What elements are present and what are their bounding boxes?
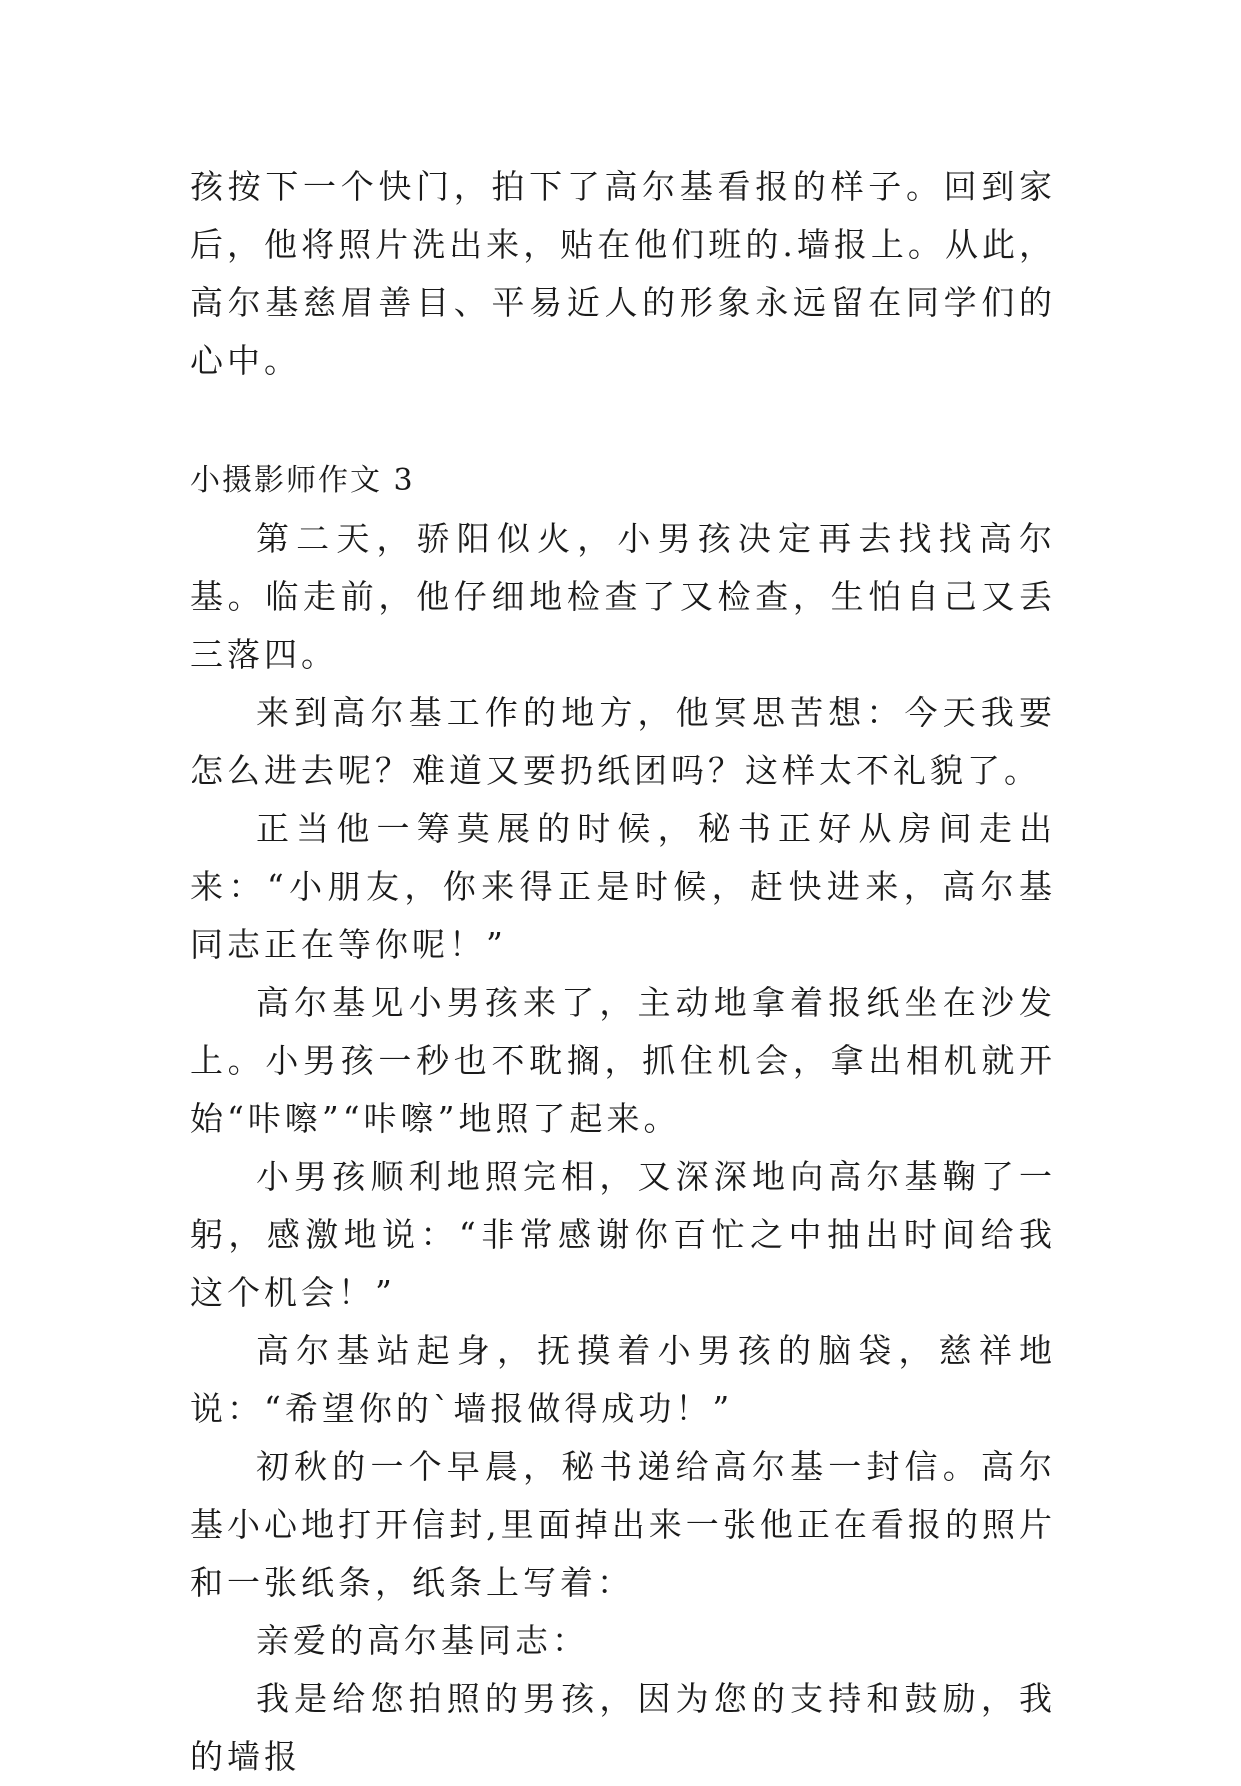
intro-paragraph: 孩按下一个快门，拍下了高尔基看报的样子。回到家后，他将照片洗出来，贴在他们班的.墙报上。从此，高尔基慈眉善目、平易近人的形象永远留在同学们的心中。 [190, 167, 1056, 380]
document-body [190, 158, 1056, 1786]
paragraph-8: 亲爱的高尔基同志： [256, 1621, 589, 1660]
section-title: 小摄影师作文 3 [190, 463, 415, 498]
paragraph-3: 正当他一筹莫展的时候，秘书正好从房间走出来：“小朋友，你来得正是时候，赶快进来，高尔基同志正在等你呢！” [190, 809, 1056, 964]
paragraph-9: 我是给您拍照的男孩，因为您的支持和鼓励，我的墙报 [190, 1679, 1056, 1776]
paragraph-7: 初秋的一个早晨，秘书递给高尔基一封信。高尔基小心地打开信封,里面掉出来一张他正在看报的照片和一张纸条，纸条上写着： [190, 1447, 1056, 1602]
paragraph-5: 小男孩顺利地照完相，又深深地向高尔基鞠了一躬，感激地说：“非常感谢你百忙之中抽出时间给我这个机会！” [190, 1157, 1056, 1312]
paragraph-6: 高尔基站起身，抚摸着小男孩的脑袋，慈祥地说：“希望你的`墙报做得成功！” [190, 1331, 1056, 1428]
paragraph-2: 来到高尔基工作的地方，他冥思苦想：今天我要怎么进去呢？难道又要扔纸团吗？这样太不礼貌了。 [190, 693, 1056, 790]
paragraph-1: 第二天，骄阳似火，小男孩决定再去找找高尔基。临走前，他仔细地检查了又检查，生怕自己又丢三落四。 [190, 519, 1056, 674]
paragraph-4: 高尔基见小男孩来了，主动地拿着报纸坐在沙发上。小男孩一秒也不耽搁，抓住机会，拿出相机就开始“咔嚓”“咔嚓”地照了起来。 [190, 983, 1056, 1138]
